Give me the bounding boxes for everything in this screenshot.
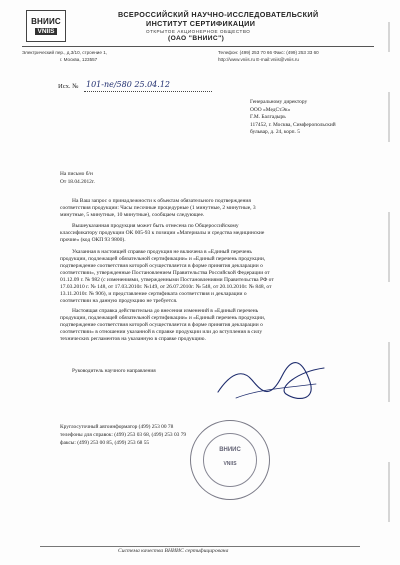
- reference-block: [60, 171, 95, 186]
- recipient-line: 117452, г. Москва, Симферопольский: [250, 121, 336, 128]
- footer-rule: [40, 546, 360, 547]
- reference-line: На письмо б/н: [60, 171, 93, 177]
- address-line2: г. Москва, 123557: [60, 57, 98, 62]
- official-seal: [190, 420, 270, 500]
- phone-fax-line: Телефон: (499) 253 70 66 Факс: (499) 253 33 60: [218, 50, 319, 55]
- handwritten-signature: [212, 354, 332, 410]
- seal-inner-ring: [203, 433, 257, 487]
- vniis-logo: [26, 10, 66, 42]
- org-name-line1: ВСЕРОССИЙСКИЙ НАУЧНО-ИССЛЕДОВАТЕЛЬСКИЙ: [118, 10, 319, 19]
- logo-top-text: ВНИИС: [31, 17, 61, 26]
- paragraph-request: На Ваш запрос о принадлежности к объектам обязательного подтверждения соответствия продукции: Часы песочные процедурные (1 минутные, 2 минутные, 3 минутные, 5 минутные, 10 минутные), сообщаем следующее.: [60, 198, 256, 218]
- contacts-block: [60, 423, 186, 448]
- paragraph-not-included: Указанная в настоящей справке продукция не включена в «Единый перечень продукции, подлежащей обязательной сертификации» и «Единый перечень продукции, подтверждение соответствия которой осуществляется в форме принятия декларации о соответствии», утвержденные Постановлением Правительства Российской Федерации от 01.12.09 г. № 982 (с изменениями, утвержденными Постановлениями Правительства РФ от 17.03.2010 г. № 148, от 17.03.2010г. №149, от 26.07.2010г. № 548, от 20.10.2010г. № 848, от 13.11.2010г. № 906), и представление сертификата соответствия и декларации о соответствии на данную продукцию не требуется.: [60, 249, 274, 304]
- reference-line: От 18.04.2012г.: [60, 178, 95, 185]
- signatory-title: Руководитель научного направления: [72, 368, 156, 374]
- contact-line: факсы: (499) 253 00 85, (499) 253 68 55: [60, 440, 150, 447]
- scan-edge-marks: [386, 22, 392, 542]
- seal-text-bottom: VNIIS: [223, 461, 237, 467]
- org-name-line3: ОТКРЫТОЕ АКЦИОНЕРНОЕ ОБЩЕСТВО: [146, 29, 251, 34]
- org-name-line2: ИНСТИТУТ СЕРТИФИКАЦИИ: [146, 19, 256, 28]
- seal-text-top: ВНИИС: [219, 447, 241, 453]
- paragraph-classification: Вышеуказанная продукция может быть отнесена по Общероссийскому классификатору продукции ОК 005-93 к позиции «Материалы и средства медицинские прочие» (код ОКП 93 9800).: [60, 223, 265, 243]
- outgoing-number-handwritten: 101-пе/580 25.04.12: [86, 80, 170, 89]
- contact-line: телефоны для справок: (499) 253 03 68, (499) 253 03 79: [60, 432, 187, 439]
- recipient-line: бульвар, д. 24, корп. 5: [250, 129, 300, 136]
- org-name-line4: (ОАО "ВНИИС"): [168, 35, 225, 42]
- header-rule: [22, 46, 374, 47]
- paragraph-validity: Настоящая справка действительна до внесения изменений в «Единый перечень продукции, подлежащей обязательной сертификации» и «Единый перечень продукции, подтверждение соответствия которой осуществляется в форме принятия декларации о соответствии» в отношении указанной в справке продукции или до вступления в силу технических регламентов на указанную в справке продукцию.: [60, 308, 266, 342]
- recipient-line: Г.М. Балгадырь: [250, 114, 286, 121]
- web-email-line: http://www.vniis.ru E-mail:vniis@vniis.ru: [218, 57, 299, 62]
- address-line1: Электрический пер., д.3/10, строение 1,: [22, 50, 108, 55]
- recipient-block: [250, 99, 336, 137]
- contact-line: Круглосуточный автоинформатор (499) 253 00 78: [60, 424, 174, 430]
- outgoing-number-underline: [84, 91, 212, 92]
- logo-sub-text: VNIIS: [35, 28, 58, 35]
- footer-quality-note: Система качества ВНИИС сертифицирована: [118, 548, 229, 554]
- outgoing-label: Исх. №: [58, 83, 79, 90]
- recipient-line: Генеральному директору: [250, 99, 308, 105]
- recipient-line: ООО «МедСтЭк»: [250, 106, 291, 113]
